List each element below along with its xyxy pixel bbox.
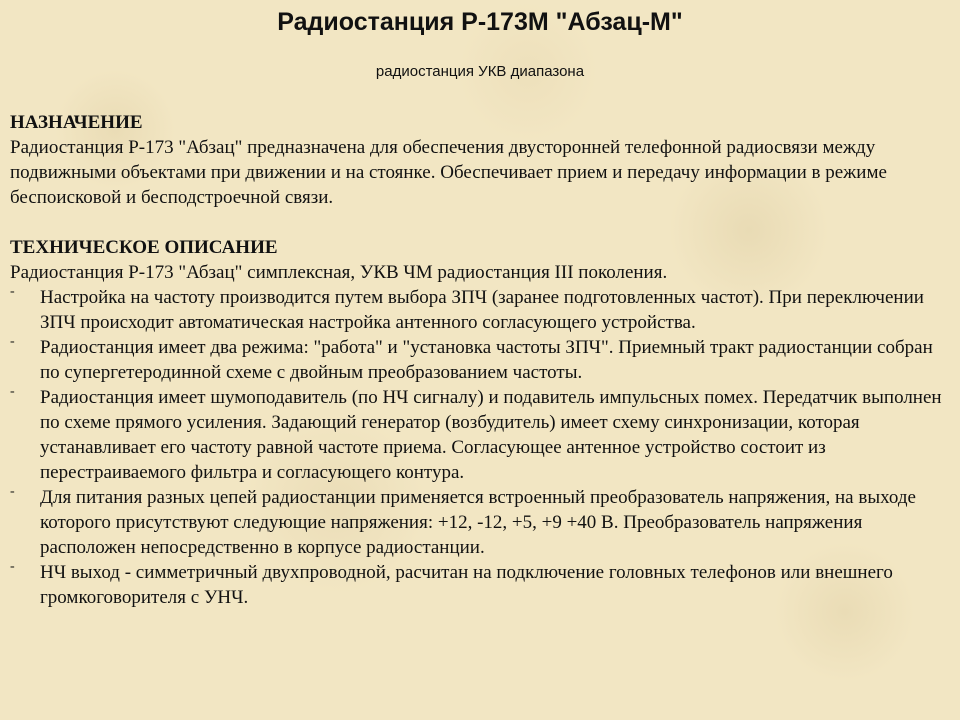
purpose-heading: НАЗНАЧЕНИЕ — [10, 112, 143, 133]
page-subtitle: радиостанция УКВ диапазона — [375, 63, 585, 80]
list-item — [10, 385, 952, 485]
list-item — [10, 560, 952, 610]
content-body — [10, 110, 952, 610]
section-spacer — [10, 210, 952, 235]
bullet-dash: - — [10, 484, 15, 499]
technical-heading: ТЕХНИЧЕСКОЕ ОПИСАНИЕ — [10, 237, 278, 258]
list-item — [10, 285, 952, 335]
list-item-text: Настройка на частоту производится путем выбора ЗПЧ (заранее подготовленных частот). При переключении ЗПЧ происходит автоматическая настройка антенного согласующего устройства. — [40, 287, 924, 333]
technical-list — [10, 285, 952, 610]
list-item — [10, 335, 952, 385]
bullet-dash: - — [10, 284, 15, 299]
bullet-dash: - — [10, 334, 15, 349]
list-item — [10, 485, 952, 560]
list-item-text: Радиостанция имеет два режима: "работа" и "установка частоты ЗПЧ". Приемный тракт радиостанции собран по супергетеродинной схеме с двойным преобразованием частоты. — [40, 337, 933, 383]
list-item-text: Радиостанция имеет шумоподавитель (по НЧ сигналу) и подавитель импульсных помех. Передатчик выполнен по схеме прямого усиления. Задающий генератор (возбудитель) имеет схему синхронизации, которая устанавливает его частоту равной частоте приема. Согласующее антенное устройство состоит из перестраиваемого фильтра и согласующего контура. — [40, 387, 942, 483]
purpose-text: Радиостанция Р-173 "Абзац" предназначена для обеспечения двусторонней телефонной радиосвязи между подвижными объектами при движении и на стоянке. Обеспечивает прием и передачу информации в режиме беспоисковой и бесподстроечной связи. — [10, 137, 887, 208]
bullet-dash: - — [10, 384, 15, 399]
technical-intro: Радиостанция Р-173 "Абзац" симплексная, УКВ ЧМ радиостанция III поколения. — [10, 262, 668, 283]
list-item-text: Для питания разных цепей радиостанции применяется встроенный преобразователь напряжения, на выходе которого присутствуют следующие напряжения: +12, -12, +5, +9 +40 В. Преобразователь напряжения расположен непосредственно в корпусе радиостанции. — [40, 487, 916, 558]
list-item-text: НЧ выход - симметричный двухпроводной, расчитан на подключение головных телефонов или внешнего громкоговорителя с УНЧ. — [40, 562, 893, 608]
page-title: Радиостанция Р-173М "Абзац-М" — [277, 8, 683, 36]
bullet-dash: - — [10, 559, 15, 574]
